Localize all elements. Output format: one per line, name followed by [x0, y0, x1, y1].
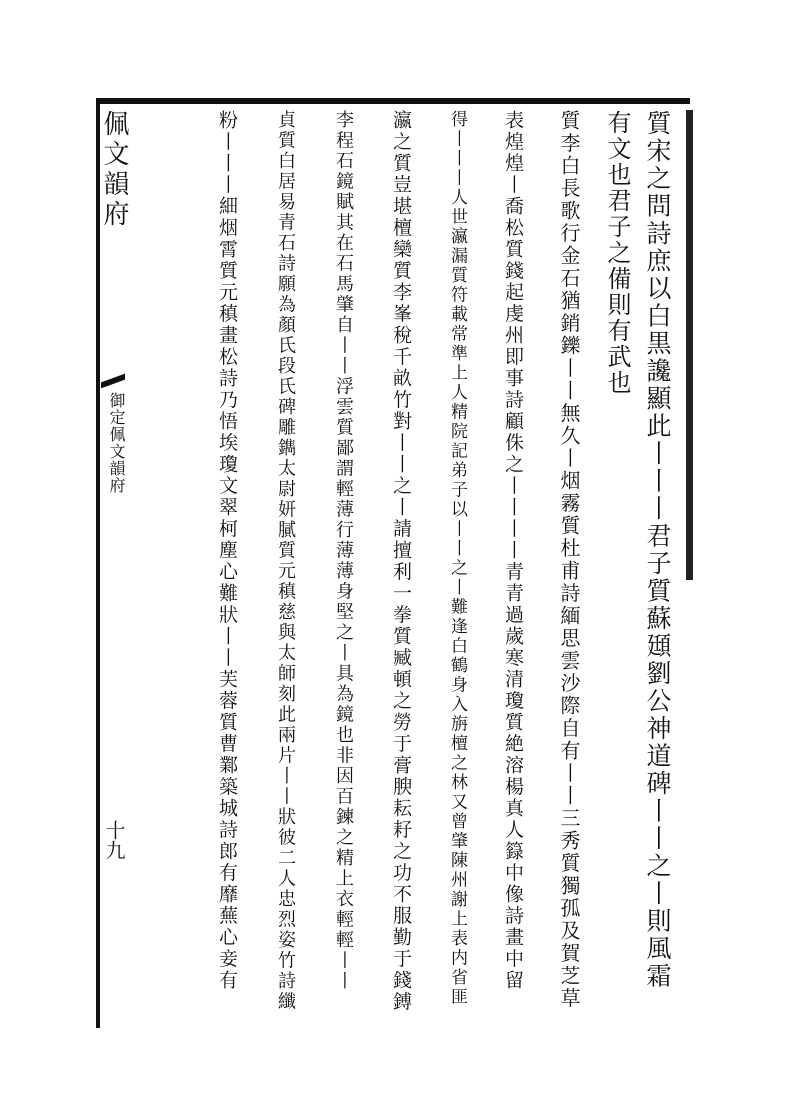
margin-fishtail-mark	[101, 374, 125, 389]
text-column-4: 得丨丨丨人世瀛漏質符載常準上人精院記弟子以丨丨之丨難逢白鶴身入旃檀之林又曾肇陳州謝上表内省匪	[447, 110, 467, 1007]
text-column-6: 李程石鏡賦其在石馬肇自丨丨浮雲質鄙謂輕薄行薄薄身堅之丨具為鏡也非因百鍊之精上衣輕輕丨丨	[333, 110, 354, 992]
binding-shadow	[686, 110, 693, 580]
margin-book-title: 御定佩文韻府	[107, 392, 126, 494]
margin-title: 佩文韻府	[99, 110, 129, 230]
text-column-1: 質宋之問詩庶以白黒讒顯此丨丨丨君子質蘇頲劉公神道碑丨丨之丨則風霜	[643, 110, 672, 990]
text-column-3: 表煌煌丨喬松質錢起虔州即事詩顧侏之丨丨丨丨青青過歲寒清瓊質絶溶楊真人籙中像詩畫中留	[502, 110, 524, 992]
left-border-rule	[96, 98, 100, 1028]
text-column-2: 質李白長歌行金石猶銷鑠丨丨無久丨烟霧質杜甫詩緬思雲沙際自有丨丨三秀質獨孤及賀芝草	[557, 110, 581, 1010]
text-column-1b: 有文也君子之備則有武也	[603, 110, 631, 396]
page-number: 十九	[102, 820, 126, 860]
text-column-8: 粉丨丨丨細烟霄質元稹畫松詩乃悟埃瓊文翠柯塵心難狀丨丨芙蓉質曹鄴築城詩郎有靡蕪心妾有	[216, 110, 238, 992]
text-column-5: 瀛之質豈堪檀欒質李峯稅千畝竹對丨丨之丨請擅利一拳質臧頓之勞于膏腴耘耔之功不服勤于錢鎛	[390, 110, 412, 1013]
text-column-7: 貞質白居易青石詩願為顏氏段氏碑雕鐫太尉妍膩質元稹慈與太師刻此兩片丨丨狀彼二人忠烈姿竹詩纖	[275, 110, 296, 1012]
top-border-rule	[96, 98, 690, 104]
